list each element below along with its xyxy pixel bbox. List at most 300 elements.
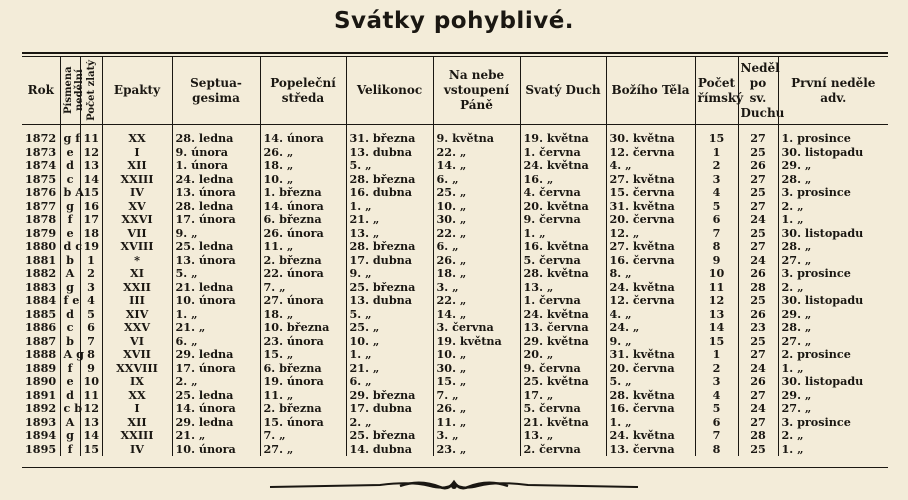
cell-prvni: 29. „: [778, 159, 888, 173]
cell-rok: 1890: [25, 374, 57, 389]
cell-nanebe: 9. května: [433, 124, 520, 146]
cell-velikonoc: 13. „: [346, 227, 433, 241]
header-popelecni: Popeleční středa: [260, 57, 346, 124]
cell-svaty-duch: 24. května: [520, 308, 606, 322]
cell-nedel: 24: [738, 402, 778, 416]
cell-rok: 1873: [25, 144, 57, 159]
table-row: [22, 429, 888, 443]
cell-velikonoc: 13. dubna: [346, 146, 433, 160]
cell-septuagesima: 17. února: [172, 213, 260, 227]
cell-popelecni: 11. „: [260, 389, 346, 403]
cell-epakty: XII: [102, 416, 172, 430]
table-row: [22, 240, 888, 254]
cell-velikonoc: 21. „: [346, 362, 433, 376]
cell-prvni: 3. prosince: [778, 186, 888, 200]
cell-septuagesima: 28. ledna: [172, 124, 260, 146]
cell-pismena: g: [60, 200, 80, 214]
cell-pismena: d: [60, 159, 80, 173]
header-prvni: První neděle adv.: [778, 57, 888, 124]
cell-septuagesima: 1. února: [172, 159, 260, 173]
cell-nedel: 27: [738, 416, 778, 430]
cell-nanebe: 11. „: [433, 416, 520, 430]
cell-epakty: VI: [102, 335, 172, 349]
cell-velikonoc: 17. dubna: [346, 254, 433, 268]
table-row: [22, 124, 888, 146]
cell-svaty-duch: 13. „: [520, 281, 606, 295]
cell-septuagesima: 10. února: [172, 294, 260, 308]
cell-bozi-telo: 12. června: [606, 146, 695, 160]
cell-prvni: 1. prosince: [778, 124, 888, 146]
table-row: [22, 321, 888, 335]
cell-popelecni: 6. března: [260, 362, 346, 376]
ornament-divider: [270, 478, 638, 494]
cell-nanebe: 25. „: [433, 186, 520, 200]
cell-rok: 1893: [25, 414, 57, 429]
cell-rok: 1875: [25, 171, 57, 186]
cell-septuagesima: 21. „: [172, 321, 260, 335]
cell-septuagesima: 29. ledna: [172, 348, 260, 362]
cell-svaty-duch: 13. června: [520, 321, 606, 335]
cell-rok: 1881: [25, 252, 57, 267]
cell-pocet-zlaty: 2: [80, 267, 102, 281]
cell-popelecni: 23. února: [260, 335, 346, 349]
cell-pocet-zlaty: 14: [80, 173, 102, 187]
cell-prvni: 27. „: [778, 254, 888, 268]
cell-nedel: 27: [738, 173, 778, 187]
cell-nedel: 24: [738, 254, 778, 268]
cell-nanebe: 3. „: [433, 429, 520, 443]
header-pocet-zlaty-label: Počet zlatý: [85, 60, 97, 121]
cell-rok: 1888: [25, 347, 57, 362]
cell-pocet-zlaty: 4: [80, 294, 102, 308]
cell-epakty: XXII: [102, 281, 172, 295]
cell-pocet-rimsky: 1: [695, 146, 738, 160]
cell-pocet-zlaty: 10: [80, 375, 102, 389]
cell-pocet-rimsky: 10: [695, 267, 738, 281]
cell-nedel: 25: [738, 186, 778, 200]
cell-bozi-telo: 4. „: [606, 159, 695, 173]
cell-bozi-telo: 20. června: [606, 213, 695, 227]
cell-popelecni: 14. února: [260, 124, 346, 146]
cell-prvni: 29. „: [778, 308, 888, 322]
cell-popelecni: 2. března: [260, 254, 346, 268]
cell-velikonoc: 13. dubna: [346, 294, 433, 308]
cell-velikonoc: 17. dubna: [346, 402, 433, 416]
cell-svaty-duch: 9. června: [520, 362, 606, 376]
cell-nanebe: 14. „: [433, 308, 520, 322]
cell-pocet-rimsky: 2: [695, 159, 738, 173]
table-row: [22, 416, 888, 430]
cell-rok: 1874: [25, 158, 57, 173]
cell-epakty: I: [102, 146, 172, 160]
cell-pocet-rimsky: 4: [695, 186, 738, 200]
header-pismena-label: Písmena nedělní: [62, 66, 85, 115]
cell-popelecni: 11. „: [260, 240, 346, 254]
cell-septuagesima: 14. února: [172, 402, 260, 416]
cell-prvni: 30. listopadu: [778, 294, 888, 308]
cell-velikonoc: 2. „: [346, 416, 433, 430]
cell-svaty-duch: 5. června: [520, 402, 606, 416]
cell-epakty: XXV: [102, 321, 172, 335]
cell-popelecni: 14. února: [260, 200, 346, 214]
cell-pismena: f: [60, 362, 80, 376]
cell-prvni: 1. „: [778, 362, 888, 376]
cell-svaty-duch: 9. června: [520, 213, 606, 227]
cell-svaty-duch: 20. „: [520, 348, 606, 362]
cell-pocet-rimsky: 3: [695, 375, 738, 389]
header-pismena: [60, 57, 85, 124]
cell-svaty-duch: 5. června: [520, 254, 606, 268]
table-row: [22, 348, 888, 362]
cell-nanebe: 26. „: [433, 254, 520, 268]
cell-nedel: 27: [738, 240, 778, 254]
cell-pismena: A: [60, 267, 80, 281]
cell-svaty-duch: 21. května: [520, 416, 606, 430]
cell-bozi-telo: 30. května: [606, 124, 695, 146]
table-row: [22, 389, 888, 403]
cell-velikonoc: 25. „: [346, 321, 433, 335]
cell-pocet-rimsky: 3: [695, 173, 738, 187]
cell-pocet-rimsky: 5: [695, 402, 738, 416]
cell-pocet-zlaty: 13: [80, 159, 102, 173]
cell-nanebe: 26. „: [433, 402, 520, 416]
cell-pocet-zlaty: 15: [80, 186, 102, 200]
cell-rok: 1878: [25, 212, 57, 227]
cell-prvni: 30. listopadu: [778, 227, 888, 241]
cell-nanebe: 18. „: [433, 267, 520, 281]
cell-nedel: 26: [738, 159, 778, 173]
cell-nanebe: 22. „: [433, 146, 520, 160]
cell-pocet-rimsky: 7: [695, 227, 738, 241]
cell-prvni: 3. prosince: [778, 267, 888, 281]
cell-prvni: 27. „: [778, 335, 888, 349]
cell-pocet-rimsky: 12: [695, 294, 738, 308]
cell-septuagesima: 25. ledna: [172, 389, 260, 403]
cell-prvni: 29. „: [778, 389, 888, 403]
cell-nanebe: 3. června: [433, 321, 520, 335]
cell-velikonoc: 25. března: [346, 429, 433, 443]
cell-pocet-zlaty: 17: [80, 213, 102, 227]
cell-pismena: g: [60, 429, 80, 443]
cell-prvni: 2. prosince: [778, 348, 888, 362]
cell-velikonoc: 28. března: [346, 240, 433, 254]
cell-popelecni: 15. února: [260, 416, 346, 430]
header-nedel: Neděl po sv. Duchu: [738, 57, 778, 124]
cell-nanebe: 22. „: [433, 294, 520, 308]
cell-pismena: A g: [60, 348, 80, 362]
cell-epakty: XI: [102, 267, 172, 281]
cell-pocet-zlaty: 12: [80, 402, 102, 416]
cell-rok: 1883: [25, 279, 57, 294]
cell-prvni: 28. „: [778, 240, 888, 254]
cell-bozi-telo: 8. „: [606, 267, 695, 281]
cell-pocet-rimsky: 1: [695, 348, 738, 362]
cell-pismena: d: [60, 308, 80, 322]
header-svaty-duch: Svatý Duch: [520, 57, 606, 124]
cell-nanebe: 22. „: [433, 227, 520, 241]
cell-svaty-duch: 1. června: [520, 294, 606, 308]
cell-prvni: 1. „: [778, 443, 888, 457]
cell-velikonoc: 9. „: [346, 267, 433, 281]
table-row: [22, 227, 888, 241]
cell-bozi-telo: 27. května: [606, 240, 695, 254]
cell-popelecni: 18. „: [260, 159, 346, 173]
cell-svaty-duch: 20. května: [520, 200, 606, 214]
cell-svaty-duch: 17. „: [520, 389, 606, 403]
cell-nanebe: 23. „: [433, 443, 520, 457]
table-row: [22, 173, 888, 187]
cell-epakty: XIV: [102, 308, 172, 322]
cell-nedel: 24: [738, 213, 778, 227]
cell-rok: 1895: [25, 441, 57, 456]
cell-svaty-duch: 1. června: [520, 146, 606, 160]
cell-svaty-duch: 1. „: [520, 227, 606, 241]
cell-pocet-zlaty: 5: [80, 308, 102, 322]
cell-svaty-duch: 16. „: [520, 173, 606, 187]
cell-svaty-duch: 16. května: [520, 240, 606, 254]
cell-pocet-zlaty: 12: [80, 146, 102, 160]
cell-pismena: c: [60, 173, 80, 187]
cell-svaty-duch: 24. května: [520, 159, 606, 173]
table-row: [22, 267, 888, 281]
cell-bozi-telo: 24. „: [606, 321, 695, 335]
table-row: [22, 375, 888, 389]
cell-rok: 1891: [25, 387, 57, 402]
cell-popelecni: 10. „: [260, 173, 346, 187]
cell-septuagesima: 25. ledna: [172, 240, 260, 254]
cell-velikonoc: 1. „: [346, 200, 433, 214]
cell-pocet-rimsky: 5: [695, 200, 738, 214]
cell-pocet-zlaty: 3: [80, 281, 102, 295]
table-row: [22, 281, 888, 295]
cell-pismena: e: [60, 375, 80, 389]
cell-pocet-rimsky: 7: [695, 429, 738, 443]
cell-popelecni: 1. března: [260, 186, 346, 200]
cell-bozi-telo: 16. června: [606, 254, 695, 268]
cell-rok: 1894: [25, 428, 57, 443]
cell-septuagesima: 28. ledna: [172, 200, 260, 214]
cell-velikonoc: 25. března: [346, 281, 433, 295]
cell-septuagesima: 13. února: [172, 254, 260, 268]
cell-septuagesima: 13. února: [172, 186, 260, 200]
cell-pocet-rimsky: 6: [695, 416, 738, 430]
cell-popelecni: 6. března: [260, 213, 346, 227]
table-row: [22, 213, 888, 227]
cell-velikonoc: 29. března: [346, 389, 433, 403]
cell-pismena: A: [60, 416, 80, 430]
cell-svaty-duch: 2. června: [520, 443, 606, 457]
table-row: [22, 186, 888, 200]
cell-rok: 1877: [25, 198, 57, 213]
table-row: [22, 335, 888, 349]
cell-velikonoc: 5. „: [346, 308, 433, 322]
cell-popelecni: 7. „: [260, 429, 346, 443]
cell-popelecni: 27. února: [260, 294, 346, 308]
cell-bozi-telo: 5. „: [606, 375, 695, 389]
cell-svaty-duch: 13. „: [520, 429, 606, 443]
cell-svaty-duch: 29. května: [520, 335, 606, 349]
cell-nedel: 28: [738, 281, 778, 295]
cell-rok: 1892: [25, 401, 57, 416]
cell-svaty-duch: 25. května: [520, 375, 606, 389]
cell-epakty: XX: [102, 124, 172, 146]
cell-pocet-zlaty: 13: [80, 416, 102, 430]
cell-nedel: 26: [738, 375, 778, 389]
cell-rok: 1882: [25, 266, 57, 281]
cell-velikonoc: 28. března: [346, 173, 433, 187]
header-bozi-telo: Božího Těla: [606, 57, 695, 124]
cell-velikonoc: 31. března: [346, 124, 433, 146]
cell-epakty: XXIII: [102, 173, 172, 187]
cell-velikonoc: 10. „: [346, 335, 433, 349]
cell-pismena: b: [60, 335, 80, 349]
cell-nanebe: 30. „: [433, 213, 520, 227]
cell-epakty: I: [102, 402, 172, 416]
cell-nedel: 25: [738, 146, 778, 160]
cell-rok: 1889: [25, 360, 57, 375]
cell-nedel: 27: [738, 389, 778, 403]
cell-septuagesima: 21. ledna: [172, 281, 260, 295]
cell-septuagesima: 9. února: [172, 146, 260, 160]
cell-velikonoc: 1. „: [346, 348, 433, 362]
cell-svaty-duch: 19. května: [520, 124, 606, 146]
cell-popelecni: 2. března: [260, 402, 346, 416]
cell-nanebe: 3. „: [433, 281, 520, 295]
movable-feasts-table: [22, 57, 888, 456]
cell-epakty: IX: [102, 375, 172, 389]
cell-pocet-zlaty: 11: [80, 124, 102, 146]
cell-bozi-telo: 12. „: [606, 227, 695, 241]
cell-velikonoc: 21. „: [346, 213, 433, 227]
cell-epakty: XXIII: [102, 429, 172, 443]
cell-bozi-telo: 28. května: [606, 389, 695, 403]
cell-popelecni: 18. „: [260, 308, 346, 322]
cell-pismena: f e: [60, 294, 80, 308]
table-row: [22, 159, 888, 173]
cell-rok: 1884: [25, 293, 57, 308]
cell-rok: 1876: [25, 185, 57, 200]
cell-epakty: XXVIII: [102, 362, 172, 376]
cell-popelecni: 19. února: [260, 375, 346, 389]
cell-pocet-rimsky: 13: [695, 308, 738, 322]
cell-pocet-rimsky: 8: [695, 443, 738, 457]
cell-septuagesima: 5. „: [172, 267, 260, 281]
table-row: [22, 443, 888, 457]
header-epakty: Epakty: [102, 57, 172, 124]
cell-svaty-duch: 28. května: [520, 267, 606, 281]
cell-bozi-telo: 1. „: [606, 416, 695, 430]
cell-bozi-telo: 4. „: [606, 308, 695, 322]
cell-nanebe: 7. „: [433, 389, 520, 403]
cell-prvni: 2. „: [778, 200, 888, 214]
cell-popelecni: 27. „: [260, 443, 346, 457]
cell-bozi-telo: 16. června: [606, 402, 695, 416]
cell-pismena: b: [60, 254, 80, 268]
cell-prvni: 30. listopadu: [778, 375, 888, 389]
cell-bozi-telo: 20. června: [606, 362, 695, 376]
cell-pocet-rimsky: 15: [695, 124, 738, 146]
cell-popelecni: 26. února: [260, 227, 346, 241]
cell-pismena: f: [60, 213, 80, 227]
cell-pocet-zlaty: 11: [80, 389, 102, 403]
table-row: [22, 362, 888, 376]
header-septuagesima: Septua-gesima: [172, 57, 260, 124]
cell-epakty: VII: [102, 227, 172, 241]
cell-pismena: e: [60, 146, 80, 160]
cell-septuagesima: 2. „: [172, 375, 260, 389]
cell-nedel: 27: [738, 124, 778, 146]
table-row: [22, 308, 888, 322]
cell-bozi-telo: 27. května: [606, 173, 695, 187]
cell-rok: 1879: [25, 225, 57, 240]
cell-pocet-zlaty: 14: [80, 429, 102, 443]
header-row: [22, 57, 888, 124]
cell-nedel: 25: [738, 443, 778, 457]
cell-prvni: 3. prosince: [778, 416, 888, 430]
cell-velikonoc: 6. „: [346, 375, 433, 389]
cell-pocet-rimsky: 15: [695, 335, 738, 349]
cell-rok: 1886: [25, 320, 57, 335]
cell-popelecni: 7. „: [260, 281, 346, 295]
cell-septuagesima: 24. ledna: [172, 173, 260, 187]
cell-prvni: 1. „: [778, 213, 888, 227]
cell-pismena: b A: [60, 186, 80, 200]
header-nanebe: Na nebe vstoupení Páně: [433, 57, 520, 124]
cell-rok: 1887: [25, 333, 57, 348]
cell-epakty: IV: [102, 186, 172, 200]
cell-septuagesima: 6. „: [172, 335, 260, 349]
cell-pocet-zlaty: 16: [80, 200, 102, 214]
cell-nedel: 27: [738, 200, 778, 214]
cell-popelecni: 26. „: [260, 146, 346, 160]
header-pocet-rimsky: Počet římský: [695, 57, 738, 124]
cell-pocet-zlaty: 19: [80, 240, 102, 254]
cell-epakty: *: [102, 254, 172, 268]
cell-epakty: XV: [102, 200, 172, 214]
cell-nanebe: 30. „: [433, 362, 520, 376]
cell-nanebe: 6. „: [433, 240, 520, 254]
cell-pismena: g: [60, 281, 80, 295]
cell-pocet-zlaty: 8: [80, 348, 102, 362]
cell-epakty: XXVI: [102, 213, 172, 227]
cell-pocet-zlaty: 1: [80, 254, 102, 268]
cell-pocet-zlaty: 7: [80, 335, 102, 349]
cell-epakty: IV: [102, 443, 172, 457]
cell-epakty: XX: [102, 389, 172, 403]
cell-pismena: c: [60, 321, 80, 335]
cell-epakty: III: [102, 294, 172, 308]
cell-prvni: 28. „: [778, 321, 888, 335]
cell-pismena: c b: [60, 402, 80, 416]
cell-nedel: 25: [738, 335, 778, 349]
cell-septuagesima: 9. „: [172, 227, 260, 241]
cell-pocet-rimsky: 11: [695, 281, 738, 295]
page-title: Svátky pohyblivé.: [333, 8, 575, 34]
cell-nanebe: 6. „: [433, 173, 520, 187]
cell-velikonoc: 14. dubna: [346, 443, 433, 457]
cell-nanebe: 15. „: [433, 375, 520, 389]
cell-epakty: XVIII: [102, 240, 172, 254]
table-row: [22, 254, 888, 268]
cell-epakty: XVII: [102, 348, 172, 362]
cell-septuagesima: 29. ledna: [172, 416, 260, 430]
cell-rok: 1880: [25, 239, 57, 254]
cell-prvni: 2. „: [778, 281, 888, 295]
cell-prvni: 2. „: [778, 429, 888, 443]
cell-nedel: 25: [738, 227, 778, 241]
header-velikonoc: Velikonoc: [346, 57, 433, 124]
cell-epakty: XII: [102, 159, 172, 173]
